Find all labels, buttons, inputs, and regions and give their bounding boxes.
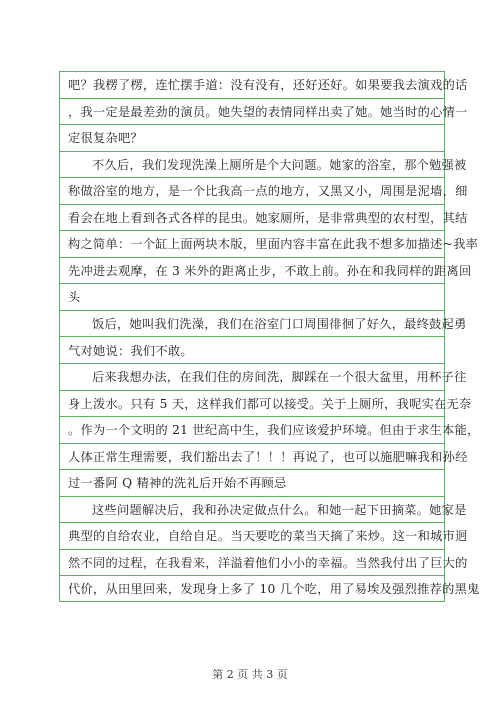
text-line: ，我一定是最差劲的演员。她失望的表情同样出卖了她。她当时的心情一 [68, 104, 468, 119]
text-line: 构之简单：一个缸上面两块木版，里面内容丰富在此我不想多加描述~我率 [68, 237, 479, 252]
text-line: 代价，从田里回来，发现身上多了 10 几个吃，用了易埃及强烈推荐的黑鬼 [68, 582, 480, 597]
text-line: 称做浴室的地方，是一个比我高一点的地方，又黑又小，周围是泥墙，细 [68, 184, 468, 199]
text-line-row [60, 311, 467, 338]
text-line-row [60, 497, 467, 524]
text-line-row [60, 338, 444, 365]
text-line-row [60, 284, 444, 311]
text-line: 吧？我楞了楞，连忙摆手道：没有没有，还好还好。如果要我去演戏的话 [68, 78, 468, 92]
text-line: 饭后，她叫我们洗澡，我们在浴室门口周围徘徊了好久，最终鼓起勇 [92, 316, 467, 331]
text-line-row [60, 523, 468, 550]
text-line: 不久后，我们发现洗澡上厕所是个大问题。她家的浴室，那个勉强被 [92, 157, 467, 172]
text-line-row [60, 125, 444, 152]
text-line-row [60, 178, 468, 205]
text-line: 定很复杂吧？ [68, 131, 143, 146]
page-footer: 第 2 页 共 3 页 [212, 668, 288, 681]
lined-writing-grid [59, 71, 480, 602]
text-line-row [60, 417, 480, 444]
text-line-row [60, 576, 480, 603]
text-line: 然不同的过程，在我看来，洋溢着他们小小的幸福。当然我付出了巨大的 [68, 555, 468, 570]
text-line: 典型的自给农业，自给自足。当天要吃的菜当天摘了来炒。这一和城市迥 [68, 529, 468, 544]
text-line: 看会在地上看到各式各样的昆虫。她家厕所，是非常典型的农村型，其结 [68, 210, 468, 225]
text-line-row [60, 72, 468, 99]
text-line: 人体正常生理需要，我们豁出去了！！！再说了，也可以施肥嘛我和孙经 [68, 449, 468, 464]
text-line-row [60, 205, 468, 232]
text-line-row [60, 152, 467, 179]
text-line-row [60, 550, 468, 577]
text-line: 气对她说：我们不敢。 [68, 343, 193, 358]
text-line: 后来我想办法，在我们住的房间洗，脚踩在一个很大盆里，用杯子往 [92, 370, 467, 385]
text-line: 。作为一个文明的 21 世纪高中生，我们应该爱护环境。但由于求生本能， [68, 423, 480, 438]
text-line-row [60, 258, 472, 285]
text-line-row [60, 99, 468, 126]
text-line-row [60, 470, 444, 497]
text-line: 身上泼水。只有 5 天，这样我们都可以接受。关于上厕所，我呢实在无奈 [68, 396, 472, 411]
text-line: 先冲进去观摩，在 3 米外的距离止步，不敢上前。孙在和我同样的距离回 [68, 263, 472, 278]
text-line-row [60, 231, 479, 258]
text-line: 过一番阿 Q 精神的洗礼后开始不再顾忌 [68, 476, 287, 491]
text-line: 这些问题解决后，我和孙决定做点什么。和她一起下田摘菜。她家是 [92, 502, 467, 517]
text-line-row [60, 364, 467, 391]
text-line-row [60, 444, 468, 471]
text-line-row [60, 391, 472, 418]
text-line: 头 [68, 290, 81, 305]
